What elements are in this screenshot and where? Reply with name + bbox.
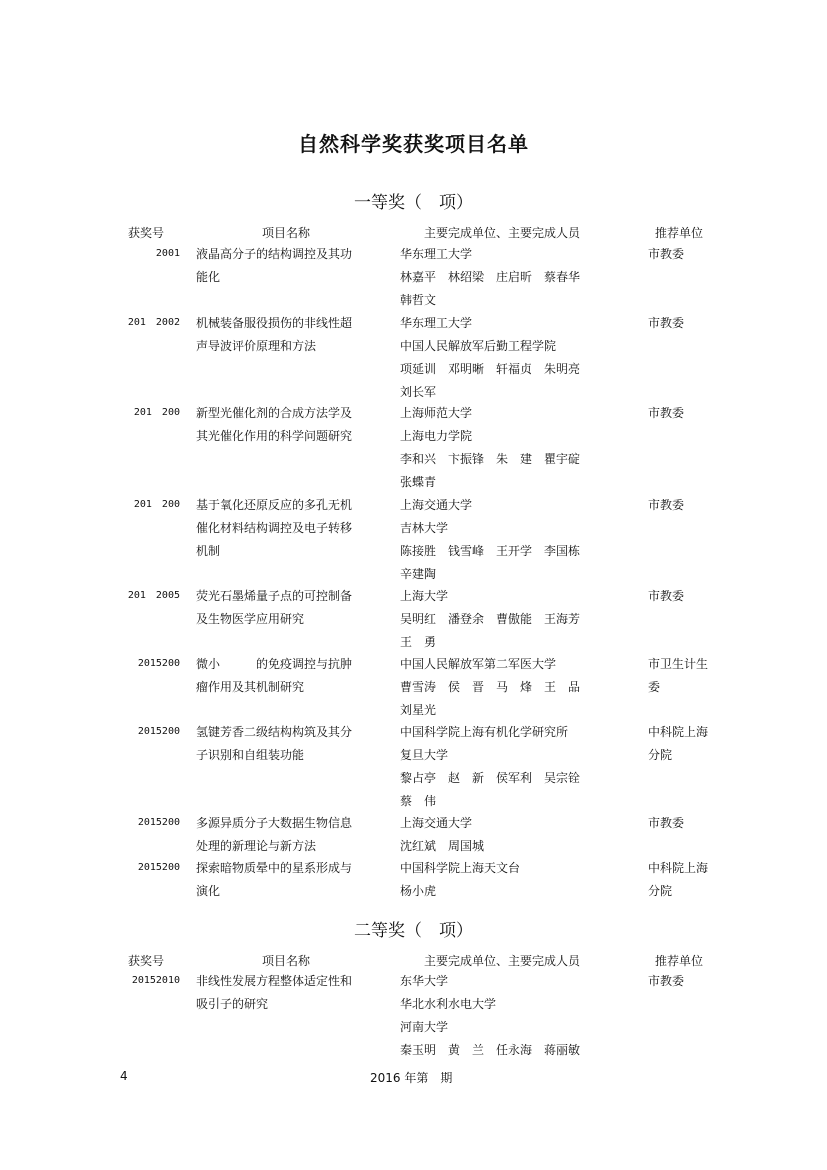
column-header-units: 主要完成单位、主要完成人员 xyxy=(424,954,581,968)
recommender-line: 中科院上海 xyxy=(648,725,709,739)
project-name-line: 其光催化作用的科学问题研究 xyxy=(196,429,353,443)
award-number: 20152010 xyxy=(131,975,180,986)
page-title: 自然科学奖获奖项目名单 xyxy=(298,132,529,156)
project-name-line: 能化 xyxy=(196,270,221,284)
unit-person-line: 张蝶青 xyxy=(400,475,437,489)
recommender-line: 市教委 xyxy=(648,247,685,261)
unit-person-line: 华东理工大学 xyxy=(400,247,473,261)
unit-person-line: 上海大学 xyxy=(400,589,449,603)
project-name-line: 探索暗物质晕中的星系形成与 xyxy=(196,861,353,875)
award-number: 201 2005 xyxy=(127,590,180,601)
unit-person-line: 东华大学 xyxy=(400,974,449,988)
unit-person-line: 项延训 邓明晰 轩福贞 朱明亮 xyxy=(400,362,581,376)
unit-person-line: 华北水利水电大学 xyxy=(400,997,497,1011)
award-number: 2015200 xyxy=(137,817,180,828)
page-number: 4 xyxy=(120,1069,128,1083)
column-header-recommender: 推荐单位 xyxy=(655,226,704,240)
recommender-line: 市教委 xyxy=(648,974,685,988)
column-header-project: 项目名称 xyxy=(262,226,311,240)
recommender-line: 中科院上海 xyxy=(648,861,709,875)
project-name-line: 吸引子的研究 xyxy=(196,997,269,1011)
unit-person-line: 上海师范大学 xyxy=(400,406,473,420)
unit-person-line: 吉林大学 xyxy=(400,521,449,535)
unit-person-line: 辛建陶 xyxy=(400,567,437,581)
unit-person-line: 吴明红 潘登余 曹傲能 王海芳 xyxy=(400,612,581,626)
recommender-line: 市教委 xyxy=(648,589,685,603)
award-number: 2015200 xyxy=(137,862,180,873)
project-name-line: 多源异质分子大数据生物信息 xyxy=(196,816,353,830)
unit-person-line: 上海交通大学 xyxy=(400,816,473,830)
unit-person-line: 曹雪涛 侯 晋 马 烽 王 品 xyxy=(400,680,581,694)
unit-person-line: 中国人民解放军后勤工程学院 xyxy=(400,339,557,353)
section-heading-second-prize: 二等奖（ 项） xyxy=(354,921,473,941)
project-name-line: 机械装备服役损伤的非线性超 xyxy=(196,316,353,330)
recommender-line: 市卫生计生 xyxy=(648,657,709,671)
project-name-line: 子识别和自组装功能 xyxy=(196,748,305,762)
project-name-line: 液晶高分子的结构调控及其功 xyxy=(196,247,353,261)
recommender-line: 分院 xyxy=(648,884,673,898)
award-number: 201 2002 xyxy=(127,317,180,328)
award-number: 2015200 xyxy=(137,658,180,669)
recommender-line: 市教委 xyxy=(648,498,685,512)
project-name-line: 氢键芳香二级结构构筑及其分 xyxy=(196,725,353,739)
unit-person-line: 上海电力学院 xyxy=(400,429,473,443)
award-number: 201 200 xyxy=(133,499,180,510)
unit-person-line: 韩哲文 xyxy=(400,293,437,307)
unit-person-line: 刘星光 xyxy=(400,703,437,717)
unit-person-line: 华东理工大学 xyxy=(400,316,473,330)
unit-person-line: 复旦大学 xyxy=(400,748,449,762)
unit-person-line: 王 勇 xyxy=(400,635,437,649)
unit-person-line: 陈接胜 钱雪峰 王开学 李国栋 xyxy=(400,544,581,558)
column-header-project: 项目名称 xyxy=(262,954,311,968)
project-name-line: 催化材料结构调控及电子转移 xyxy=(196,521,353,535)
recommender-line: 分院 xyxy=(648,748,673,762)
project-name-line: 微小 的免疫调控与抗肿 xyxy=(196,657,353,671)
column-header-units: 主要完成单位、主要完成人员 xyxy=(424,226,581,240)
unit-person-line: 秦玉明 黄 兰 任永海 蒋丽敏 xyxy=(400,1043,581,1057)
unit-person-line: 上海交通大学 xyxy=(400,498,473,512)
recommender-line: 市教委 xyxy=(648,406,685,420)
award-number: 201 200 xyxy=(133,407,180,418)
column-header-id: 获奖号 xyxy=(128,226,165,240)
unit-person-line: 中国科学院上海天文台 xyxy=(400,861,521,875)
project-name-line: 声导波评价原理和方法 xyxy=(196,339,317,353)
unit-person-line: 河南大学 xyxy=(400,1020,449,1034)
project-name-line: 基于氧化还原反应的多孔无机 xyxy=(196,498,353,512)
project-name-line: 处理的新理论与新方法 xyxy=(196,839,317,853)
unit-person-line: 林嘉平 林绍梁 庄启昕 蔡春华 xyxy=(400,270,581,284)
project-name-line: 演化 xyxy=(196,884,221,898)
project-name-line: 非线性发展方程整体适定性和 xyxy=(196,974,353,988)
project-name-line: 荧光石墨烯量子点的可控制备 xyxy=(196,589,353,603)
issue-label: 2016 年第 期 xyxy=(370,1071,453,1085)
recommender-line: 市教委 xyxy=(648,816,685,830)
column-header-recommender: 推荐单位 xyxy=(655,954,704,968)
unit-person-line: 李和兴 卞振锋 朱 建 瞿宇碇 xyxy=(400,452,581,466)
award-number: 2015200 xyxy=(137,726,180,737)
unit-person-line: 黎占亭 赵 新 侯军利 吴宗铨 xyxy=(400,771,581,785)
unit-person-line: 蔡 伟 xyxy=(400,794,437,808)
unit-person-line: 杨小虎 xyxy=(400,884,437,898)
unit-person-line: 中国科学院上海有机化学研究所 xyxy=(400,725,569,739)
recommender-line: 市教委 xyxy=(648,316,685,330)
recommender-line: 委 xyxy=(648,680,661,694)
project-name-line: 瘤作用及其机制研究 xyxy=(196,680,305,694)
project-name-line: 机制 xyxy=(196,544,221,558)
unit-person-line: 中国人民解放军第二军医大学 xyxy=(400,657,557,671)
unit-person-line: 沈红斌 周国城 xyxy=(400,839,485,853)
project-name-line: 新型光催化剂的合成方法学及 xyxy=(196,406,353,420)
column-header-id: 获奖号 xyxy=(128,954,165,968)
project-name-line: 及生物医学应用研究 xyxy=(196,612,305,626)
section-heading-first-prize: 一等奖（ 项） xyxy=(354,193,473,213)
award-number: 2001 xyxy=(155,248,180,259)
unit-person-line: 刘长军 xyxy=(400,385,437,399)
